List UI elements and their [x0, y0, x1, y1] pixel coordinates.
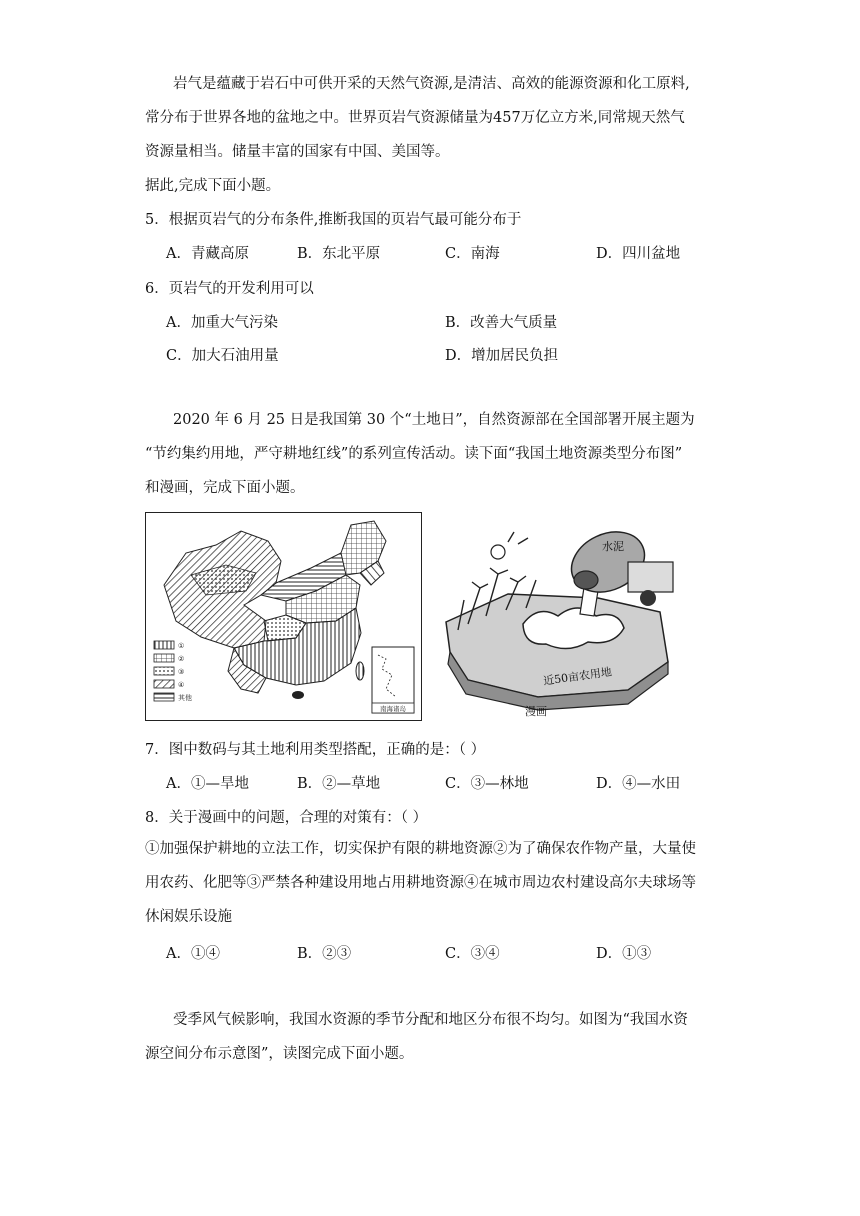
q8-body-line3: 休闲娱乐设施 — [145, 909, 232, 925]
question-5-stem: 5．根据页岩气的分布条件,推断我国的页岩气最可能分布于 — [145, 212, 522, 228]
q8-option-d: D．①③ — [596, 946, 652, 962]
passage3-line2: 源空间分布示意图”，读图完成下面小题。 — [145, 1046, 414, 1062]
land-resource-map — [145, 512, 422, 721]
question-7-stem: 7．图中数码与其土地利用类型搭配，正确的是：（ ） — [145, 742, 486, 758]
q5-option-a: A．青藏高原 — [166, 246, 249, 262]
legend-3: ③ — [178, 668, 185, 676]
truck-label: 水泥 — [602, 540, 624, 553]
q8-body-line1: ①加强保护耕地的立法工作，切实保护有限的耕地资源②为了确保农作物产量，大量使 — [145, 841, 696, 857]
passage1-line2: 常分布于世界各地的盆地之中。世界页岩气资源储量为457万亿立方米,同常规天然气 — [145, 110, 685, 126]
q6-option-d: D．增加居民负担 — [445, 348, 559, 364]
q6-option-b: B．改善大气质量 — [445, 315, 558, 331]
q7-option-b: B．②—草地 — [297, 776, 381, 792]
q5-option-d: D．四川盆地 — [596, 246, 681, 262]
passage1-line4: 据此,完成下面小题。 — [145, 178, 281, 194]
legend-4: ④ — [178, 681, 185, 689]
passage1-line1: 岩气是蕴藏于岩石中可供开采的天然气资源,是清洁、高效的能源资源和化工原料, — [173, 76, 690, 92]
passage2-line2: “节约集约用地，严守耕地红线”的系列宣传活动。读下面“我国土地资源类型分布图” — [145, 446, 683, 462]
q8-body-line2: 用农药、化肥等③严禁各种建设用地占用耕地资源④在城市周边农村建设高尔夫球场等 — [145, 875, 696, 891]
q6-option-a: A．加重大气污染 — [166, 315, 278, 331]
legend-2: ② — [178, 655, 185, 663]
legend-1: ① — [178, 642, 185, 650]
passage2-line1: 2020 年 6 月 25 日是我国第 30 个“土地日”，自然资源部在全国部署开展主题为 — [173, 412, 695, 428]
q7-option-a: A．①—旱地 — [166, 776, 249, 792]
q8-option-c: C．③④ — [445, 946, 500, 962]
q7-option-c: C．③—林地 — [445, 776, 529, 792]
q7-option-d: D．④—水田 — [596, 776, 681, 792]
cartoon-illustration — [428, 512, 693, 719]
inset-label: 南海诸岛 — [380, 705, 406, 713]
q6-option-c: C．加大石油用量 — [166, 348, 279, 364]
q5-option-c: C．南海 — [445, 246, 500, 262]
q8-option-a: A．①④ — [166, 946, 220, 962]
q8-option-b: B．②③ — [297, 946, 352, 962]
question-6-stem: 6．页岩气的开发利用可以 — [145, 281, 314, 297]
passage3-line1: 受季风气候影响，我国水资源的季节分配和地区分布很不均匀。如图为“我国水资 — [173, 1012, 688, 1028]
cartoon-caption: 漫画 — [525, 705, 547, 718]
passage2-line3: 和漫画，完成下面小题。 — [145, 480, 305, 496]
legend-other: 其他 — [178, 694, 192, 702]
passage1-line3: 资源量相当。储量丰富的国家有中国、美国等。 — [145, 144, 450, 160]
question-8-stem: 8．关于漫画中的问题，合理的对策有：（ ） — [145, 810, 428, 826]
q5-option-b: B．东北平原 — [297, 246, 381, 262]
land-label: 近50亩农用地 — [542, 665, 613, 688]
